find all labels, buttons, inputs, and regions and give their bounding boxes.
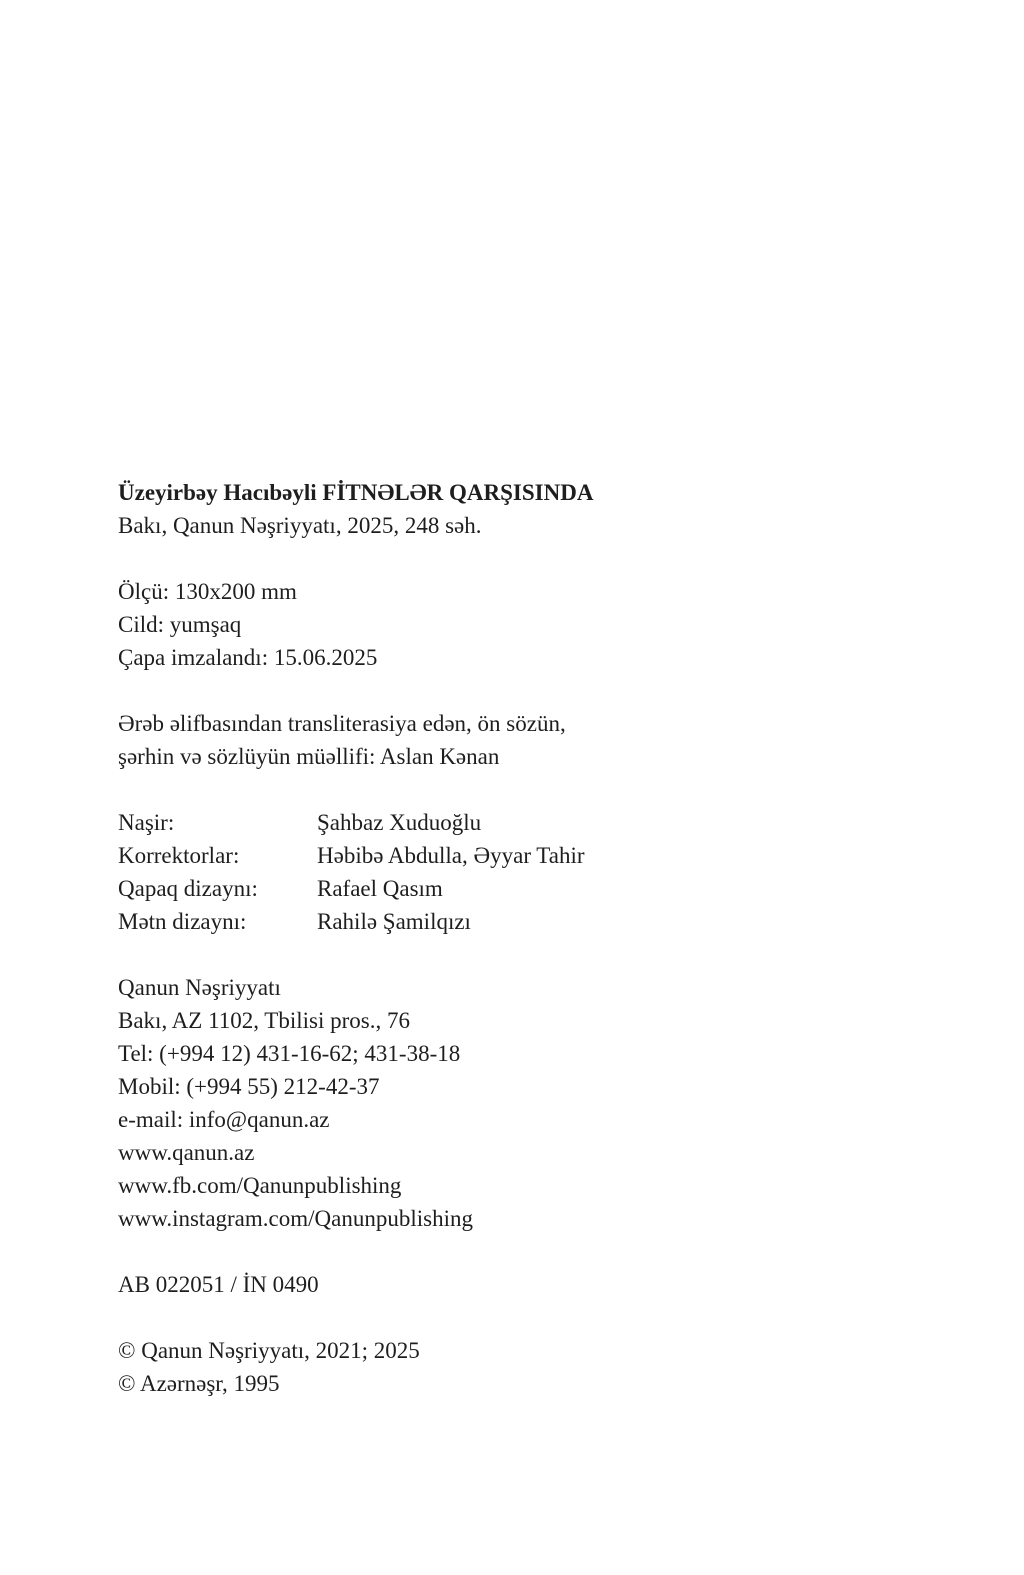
credits-row-cover-design: [118, 872, 918, 905]
credits-role: Qapaq dizaynı:: [118, 876, 258, 901]
translator-block: [118, 707, 918, 773]
credits-name: Həbibə Abdulla, Əyyar Tahir: [317, 843, 585, 868]
credits-name: Şahbaz Xuduoğlu: [317, 810, 482, 835]
book-title: Üzeyirbəy Hacıbəyli FİTNƏLƏR QARŞISINDA: [118, 480, 594, 505]
spec-print-date: Çapa imzalandı: 15.06.2025: [118, 645, 378, 670]
credits-role: Korrektorlar:: [118, 843, 240, 868]
publisher-facebook: www.fb.com/Qanunpublishing: [118, 1173, 402, 1198]
credits-role: Naşir:: [118, 810, 175, 835]
publisher-website: www.qanun.az: [118, 1140, 255, 1165]
credits-block: [118, 806, 918, 938]
code-block: [118, 1268, 918, 1301]
catalog-code: AB 022051 / İN 0490: [118, 1272, 319, 1297]
publisher-mobile: Mobil: (+994 55) 212-42-37: [118, 1074, 380, 1099]
publisher-block: [118, 971, 918, 1235]
title-block: [118, 476, 918, 542]
copyright-line: © Qanun Nəşriyyatı, 2021; 2025: [118, 1338, 420, 1363]
publisher-name: Qanun Nəşriyyatı: [118, 975, 281, 1000]
spec-binding: Cild: yumşaq: [118, 612, 242, 637]
copyright-line: © Azərnəşr, 1995: [118, 1371, 280, 1396]
specs-block: [118, 575, 918, 674]
translator-line: Ərəb əlifbasından transliterasiya edən, ön sözün,: [118, 711, 566, 736]
credits-row-correctors: [118, 839, 918, 872]
credits-role: Mətn dizaynı:: [118, 909, 247, 934]
credits-name: Rahilə Şamilqızı: [317, 909, 471, 934]
translator-line: şərhin və sözlüyün müəllifi: Aslan Kənan: [118, 744, 500, 769]
publication-info: Bakı, Qanun Nəşriyyatı, 2025, 248 səh.: [118, 513, 482, 538]
publisher-instagram: www.instagram.com/Qanunpublishing: [118, 1206, 473, 1231]
imprint-page: [118, 476, 918, 1433]
publisher-email: e-mail: info@qanun.az: [118, 1107, 330, 1132]
credits-row-text-design: [118, 905, 918, 938]
publisher-phone: Tel: (+994 12) 431-16-62; 431-38-18: [118, 1041, 461, 1066]
copyright-block: [118, 1334, 918, 1400]
spec-size: Ölçü: 130x200 mm: [118, 579, 297, 604]
credits-row-publisher: [118, 806, 918, 839]
publisher-address: Bakı, AZ 1102, Tbilisi pros., 76: [118, 1008, 410, 1033]
credits-name: Rafael Qasım: [317, 876, 443, 901]
